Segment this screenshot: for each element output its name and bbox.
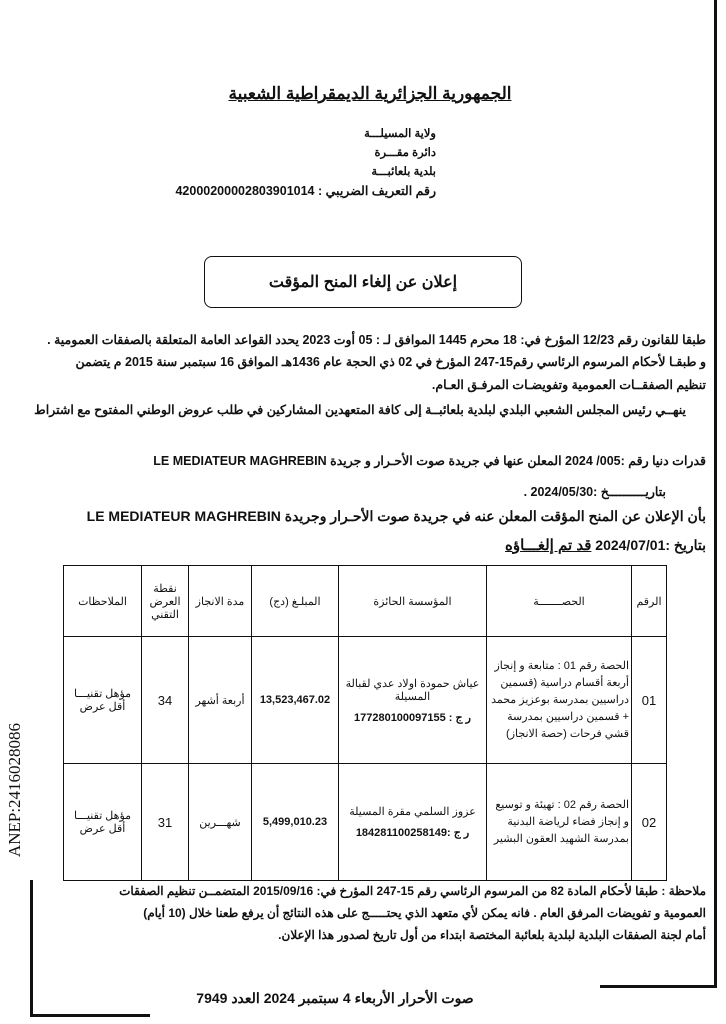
frame-right [714, 0, 717, 988]
cancelled-label: قد تم إلغـــاؤه [505, 537, 592, 554]
note-line: العمومية و تفويضات المرفق العام . فانه يمكن لأي متعهد الذي يحتـــــج على هذه النتائج أن يرفع طعنا خلال (10 أيام) [143, 906, 706, 920]
company-name: عياش حمودة اولاد عدي لقبالة المسيلة [345, 677, 480, 703]
body-line: ينهــي رئيس المجلس الشعبي البلدي لبلدية بلعائبــة إلى كافة المتعهدين المشاركين في طلب عروض الوطني المفتوح مع اشتراط [34, 403, 686, 417]
company-name: عزوز السلمي مقرة المسيلة [349, 806, 476, 818]
score: 31 [142, 764, 189, 881]
note-line: أمام لجنة الصفقات البلدية لبلدية بلعائبة المختصة ابتداء من أول تاريخ لصدور هذا الإعلان. [278, 928, 706, 942]
body-line: تنظيم الصفقــات العمومية وتفويضـات المرفـق العـام. [431, 378, 706, 392]
company [339, 637, 487, 764]
frame-bottom-right [600, 985, 717, 988]
lot-number: 02 [632, 764, 667, 881]
daira: دائرة مقـــرة [374, 147, 436, 159]
table-header-row [64, 566, 667, 637]
announcement-title: إعلان عن إلغاء المنح المؤقت [204, 256, 522, 308]
body-line: قدرات دنيا رقم :005/ 2024 المعلن عنها في جريدة صوت الأحـرار و جريدة LE MEDIATEUR MAGHREBIN [153, 454, 706, 468]
company-rc: ر ج : 177280100097155 [353, 711, 471, 724]
frame-left [30, 880, 33, 1017]
amount: 13,523,467.02 [252, 637, 339, 764]
newspaper-footer: صوت الأحرار الأربعاء 4 سبتمبر 2024 العدد 7949 [196, 990, 474, 1006]
col-amount: المبلـغ (دج) [252, 566, 339, 637]
body-line: طبقا للقانون رقم 12/23 المؤرخ في: 18 محرم 1445 الموافق لـ : 05 أوت 2023 يحدد القواعد العامة المتعلقة بالصفقات العمومية . [47, 333, 706, 347]
results-table [63, 565, 667, 881]
col-notes: الملاحظات [64, 566, 142, 637]
body-line: بتاريــــــــــخ :2024/05/30 . [523, 485, 666, 499]
duration: أربعة أشهر [189, 637, 252, 764]
col-duration: مدة الانجاز [189, 566, 252, 637]
col-num: الرقم [632, 566, 667, 637]
commune: بلدية بلعائبـــة [371, 166, 436, 178]
frame-bottom-left [30, 1014, 150, 1017]
col-lot: الحصـــــــة [487, 566, 632, 637]
company-rc: ر ج :184281100258149 [355, 827, 470, 839]
note: مؤهل تقنيـــا أقل عرض [64, 764, 142, 881]
company [339, 764, 487, 881]
body-line [505, 536, 706, 554]
body-line: بأن الإعلان عن المنح المؤقت المعلن عنه في جريدة صوت الأحـرار وجريدة LE MEDIATEUR MAGHREBIN [86, 508, 706, 524]
lot-description: الحصة رقم 01 : متابعة و إنجاز أربعة أقسام دراسية (قسمين دراسيين بمدرسة بوعزيز محمد + قسمين دراسيين بمدرسة قشي فرحات (حصة الانجاز) [487, 637, 632, 764]
col-company: المؤسسة الحائزة [339, 566, 487, 637]
republic-title: الجمهورية الجزائرية الديمقراطية الشعبية [228, 84, 512, 103]
table-row [64, 637, 667, 764]
note-line: ملاحظة : طبقا لأحكام المادة 82 من المرسوم الرئاسي رقم 15-247 المؤرخ في: 2015/09/16 المتضمــن تنظيم الصفقات [119, 884, 706, 898]
note: مؤهل تقنيـــا أقل عرض [64, 637, 142, 764]
body-line: و طبقـا لأحكام المرسوم الرئاسي رقم15-247 المؤرخ في 02 ذي الحجة عام 1436هـ الموافق 16 سبتمبر سنة 2015 م يتضمن [75, 355, 706, 369]
duration: شهـــرين [189, 764, 252, 881]
table-row [64, 764, 667, 881]
cancel-date: بتاريخ :2024/07/01 [595, 537, 706, 553]
score: 34 [142, 637, 189, 764]
amount: 5,499,010.23 [252, 764, 339, 881]
wilaya: ولاية المسيلـــة [364, 128, 436, 140]
anep-number: ANEP:2416028086 [5, 722, 25, 858]
lot-number: 01 [632, 637, 667, 764]
lot-description: الحصة رقم 02 : تهيئة و توسيع و إنجاز فضاء لرياضة البدنية بمدرسة الشهيد العقون البشير [487, 764, 632, 881]
col-score: نقطة العرض التقني [142, 566, 189, 637]
tax-id: رقم التعريف الضريبي : 42000200002803901014 [175, 184, 436, 198]
